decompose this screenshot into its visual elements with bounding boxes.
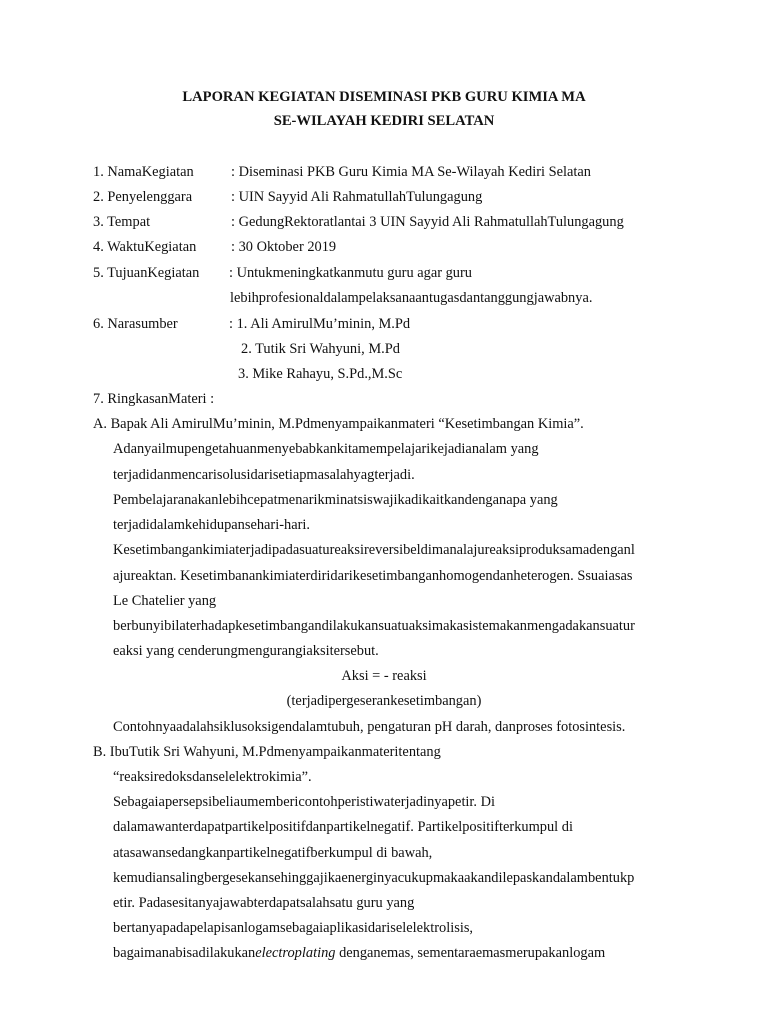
summary-a-line: Pembelajaranakanlebihcepatmenarikminatsiswajikadikaitkandenganapa yang [113, 492, 558, 508]
field-label-narasumber: 6. Narasumber [93, 316, 178, 332]
summary-b-line: Sebagaiapersepsibeliaumembericontohperistiwaterjadinyapetir. Di [113, 794, 496, 810]
summary-a-formula: Aksi = - reaksi [341, 668, 427, 684]
summary-a-example: Contohnyaadalahsiklusoksigendalamtubuh, pengaturan pH darah, danproses fotosintesis. [113, 719, 626, 735]
summary-a-line: Kesetimbangankimiaterjadipadasuatureaksireversibeldimanalajureaksiproduksamadenganl [113, 542, 635, 558]
report-title-line-1: LAPORAN KEGIATAN DISEMINASI PKB GURU KIMIA MA [182, 89, 586, 105]
summary-b-line: etir. Padasesitanyajawabterdapatsalahsatu guru yang [113, 895, 415, 911]
field-label-tempat: 3. Tempat [93, 214, 151, 230]
summary-b-line: bertanyapadapelapisanlogamsebagaiaplikasidariselelektrolisis, [113, 920, 474, 936]
summary-b-last-post: denganemas, sementaraemasmerupakanlogam [335, 945, 606, 961]
summary-a-line: eaksi yang cenderungmengurangiaksitersebut. [113, 643, 379, 659]
summary-a-line: Le Chatelier yang [113, 593, 217, 609]
summary-a-line: ajureaktan. Kesetimbanankimiaterdiridarikesetimbanganhomogendanheterogen. Ssuaiasas [113, 568, 633, 584]
summary-a-line: Adanyailmupengetahuanmenyebabkankitamempelajarikejadianalam yang [113, 441, 539, 457]
field-value-tujuan-kegiatan: : Untukmeningkatkanmutu guru agar guru [229, 265, 472, 281]
field-value-tujuan-kegiatan-continuation: lebihprofesionaldalampelaksanaantugasdantanggungjawabnya. [230, 290, 593, 306]
field-value-nama-kegiatan: : Diseminasi PKB Guru Kimia MA Se-Wilayah Kediri Selatan [231, 164, 591, 180]
summary-b-last-italic: electroplating [255, 945, 336, 961]
summary-a-formula-note: (terjadipergeserankesetimbangan) [286, 693, 482, 709]
field-value-narasumber-1: : 1. Ali AmirulMu’minin, M.Pd [229, 316, 411, 332]
field-label-penyelenggara: 2. Penyelenggara [93, 189, 193, 205]
summary-b-last-pre: bagaimanabisadilakukan [113, 945, 256, 961]
summary-b-last-line [113, 944, 605, 962]
summary-b-line: dalamawanterdapatpartikelpositifdanpartikelnegatif. Partikelpositifterkumpul di [113, 819, 573, 835]
field-value-narasumber-3: 3. Mike Rahayu, S.Pd.,M.Sc [238, 366, 403, 382]
field-value-waktu-kegiatan: : 30 Oktober 2019 [231, 239, 337, 255]
field-label-waktu-kegiatan: 4. WaktuKegiatan [93, 239, 197, 255]
field-value-penyelenggara: : UIN Sayyid Ali RahmatullahTulungagung [231, 189, 483, 205]
report-title-line-2: SE-WILAYAH KEDIRI SELATAN [273, 113, 495, 129]
summary-b-line: “reaksiredoksdanselelektrokimia”. [113, 769, 312, 785]
summary-a-line: berbunyibilaterhadapkesetimbangandilakukansuatuaksimakasistemakanmengadakansuatur [113, 618, 635, 634]
field-value-tempat: : GedungRektoratlantai 3 UIN Sayyid Ali RahmatullahTulungagung [231, 214, 624, 230]
summary-a-line: terjadidanmencarisolusidarisetiapmasalahyagterjadi. [113, 467, 415, 483]
summary-a-intro: A. Bapak Ali AmirulMu’minin, M.Pdmenyampaikanmateri “Kesetimbangan Kimia”. [93, 416, 584, 432]
summary-heading: 7. RingkasanMateri : [93, 391, 215, 407]
summary-b-intro: B. IbuTutik Sri Wahyuni, M.Pdmenyampaikanmateritentang [93, 744, 441, 760]
summary-b-line: kemudiansalingbergesekansehinggajikaenerginyacukupmakaakandilepaskandalambentukp [113, 870, 635, 886]
field-value-narasumber-2: 2. Tutik Sri Wahyuni, M.Pd [241, 341, 400, 357]
summary-a-line: terjadidalamkehidupansehari-hari. [113, 517, 310, 533]
field-label-tujuan-kegiatan: 5. TujuanKegiatan [93, 265, 200, 281]
summary-b-line: atasawansedangkanpartikelnegatifberkumpul di bawah, [113, 845, 433, 861]
field-label-nama-kegiatan: 1. NamaKegiatan [93, 164, 194, 180]
